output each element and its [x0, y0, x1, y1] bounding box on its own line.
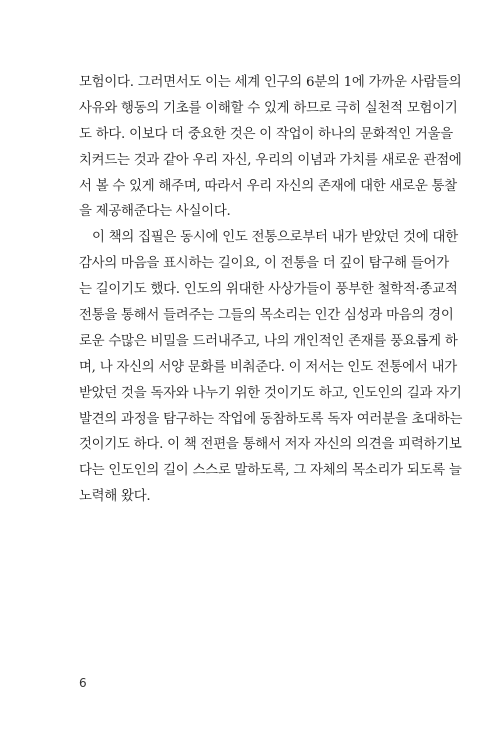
text-line: 감사의 마음을 표시하는 길이요, 이 전통을 더 깊이 탐구해 들어가	[79, 256, 449, 272]
text-line: 전통을 통해서 들려주는 그들의 목소리는 인간 심성과 마음의 경이	[79, 308, 454, 324]
text-line: 받았던 것을 독자와 나누기 위한 것이기도 하고, 인도인의 길과 자기	[79, 385, 462, 401]
text-line: 치켜드는 것과 같아 우리 자신, 우리의 이념과 가치를 새로운 관점에	[79, 152, 462, 168]
text-line: 며, 나 자신의 서양 문화를 비춰준다. 이 저서는 인도 전통에서 내가	[79, 359, 457, 375]
text-line: 발견의 과정을 탐구하는 작업에 동참하도록 독자 여러분을 초대하는	[79, 411, 463, 427]
text-line: 로운 수많은 비밀을 드러내주고, 나의 개인적인 존재를 풍요롭게 하	[79, 333, 458, 349]
body-text	[79, 70, 463, 510]
text-line: 는 길이기도 했다. 인도의 위대한 사상가들이 풍부한 철학적·종교적	[79, 282, 458, 298]
text-line: 다는 인도인의 길이 스스로 말하도록, 그 자체의 목소리가 되도록 늘	[79, 463, 462, 479]
page-number: 6	[79, 676, 87, 690]
text-line: 서 볼 수 있게 해주며, 따라서 우리 자신의 존재에 대한 새로운 통찰	[79, 178, 457, 194]
text-line: 노력해 왔다.	[79, 489, 151, 505]
text-line: 을 제공해준다는 사실이다.	[79, 204, 231, 220]
text-line: 사유와 행동의 기초를 이해할 수 있게 하므로 극히 실천적 모험이기	[79, 100, 458, 116]
text-line: 이 책의 집필은 동시에 인도 전통으로부터 내가 받았던 것에 대한	[92, 230, 458, 246]
text-line: 도 하다. 이보다 더 중요한 것은 이 작업이 하나의 문화적인 거울을	[79, 126, 453, 142]
text-line: 모험이다. 그러면서도 이는 세계 인구의 6분의 1에 가까운 사람들의	[79, 75, 462, 90]
text-line: 것이기도 하다. 이 책 전편을 통해서 저자 자신의 의견을 피력하기보	[79, 437, 462, 453]
